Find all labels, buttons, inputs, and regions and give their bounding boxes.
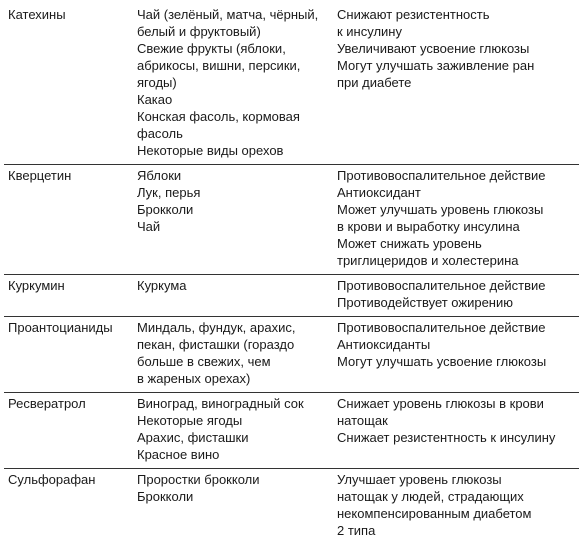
effects-cell: [333, 317, 579, 393]
source-line: ягоды): [137, 74, 329, 91]
effects-cell: [333, 4, 579, 165]
source-line: Арахис, фисташки: [137, 429, 329, 446]
effect-line: натощак у людей, страдающих: [337, 488, 575, 505]
sources-cell: [133, 4, 333, 165]
source-line: больше в свежих, чем: [137, 353, 329, 370]
compound-cell: [4, 317, 133, 393]
source-line: Яблоки: [137, 167, 329, 184]
effect-line: Снижают резистентность: [337, 6, 575, 23]
effect-line: Может снижать уровень: [337, 235, 575, 252]
effect-line: Улучшает уровень глюкозы: [337, 471, 575, 488]
source-line: Брокколи: [137, 488, 329, 505]
sources-cell: [133, 275, 333, 317]
compound-name: Катехины: [8, 6, 129, 23]
effect-line: Могут улучшать усвоение глюкозы: [337, 353, 575, 370]
effect-line: Может улучшать уровень глюкозы: [337, 201, 575, 218]
compound-cell: [4, 393, 133, 469]
effect-line: Противовоспалительное действие: [337, 277, 575, 294]
compound-cell: [4, 4, 133, 165]
source-line: Какао: [137, 91, 329, 108]
source-line: абрикосы, вишни, персики,: [137, 57, 329, 74]
source-line: Лук, перья: [137, 184, 329, 201]
compound-cell: [4, 165, 133, 275]
table-row: [4, 469, 579, 544]
source-line: фасоль: [137, 125, 329, 142]
source-line: Миндаль, фундук, арахис,: [137, 319, 329, 336]
source-line: Чай: [137, 218, 329, 235]
compound-cell: [4, 469, 133, 544]
effect-line: Антиоксидант: [337, 184, 575, 201]
compound-name: Ресвератрол: [8, 395, 129, 412]
effects-cell: [333, 469, 579, 544]
effect-line: Снижает резистентность к инсулину: [337, 429, 575, 446]
source-line: Брокколи: [137, 201, 329, 218]
compound-name: Сульфорафан: [8, 471, 129, 488]
effect-line: Антиоксиданты: [337, 336, 575, 353]
effect-line: в крови и выработку инсулина: [337, 218, 575, 235]
compound-name: Куркумин: [8, 277, 129, 294]
effect-line: при диабете: [337, 74, 575, 91]
effect-line: Противодействует ожирению: [337, 294, 575, 311]
effects-cell: [333, 165, 579, 275]
effect-line: к инсулину: [337, 23, 575, 40]
source-line: белый и фруктовый): [137, 23, 329, 40]
table-row: [4, 4, 579, 165]
source-line: Некоторые виды орехов: [137, 142, 329, 159]
sources-cell: [133, 165, 333, 275]
source-line: Чай (зелёный, матча, чёрный,: [137, 6, 329, 23]
compounds-table: [4, 4, 579, 544]
table-row: [4, 165, 579, 275]
compound-name: Кверцетин: [8, 167, 129, 184]
sources-cell: [133, 469, 333, 544]
source-line: Куркума: [137, 277, 329, 294]
effect-line: натощак: [337, 412, 575, 429]
compound-cell: [4, 275, 133, 317]
table-row: [4, 317, 579, 393]
sources-cell: [133, 393, 333, 469]
source-line: Проростки брокколи: [137, 471, 329, 488]
source-line: в жареных орехах): [137, 370, 329, 387]
compound-name: Проантоцианиды: [8, 319, 129, 336]
effect-line: Увеличивают усвоение глюкозы: [337, 40, 575, 57]
effects-cell: [333, 275, 579, 317]
effect-line: Могут улучшать заживление ран: [337, 57, 575, 74]
sources-cell: [133, 317, 333, 393]
source-line: Виноград, виноградный сок: [137, 395, 329, 412]
effect-line: некомпенсированным диабетом: [337, 505, 575, 522]
source-line: Красное вино: [137, 446, 329, 463]
effect-line: триглицеридов и холестерина: [337, 252, 575, 269]
effect-line: Противовоспалительное действие: [337, 167, 575, 184]
effects-cell: [333, 393, 579, 469]
table-body: [4, 4, 579, 544]
effect-line: Снижает уровень глюкозы в крови: [337, 395, 575, 412]
source-line: пекан, фисташки (гораздо: [137, 336, 329, 353]
effect-line: 2 типа: [337, 522, 575, 539]
source-line: Конская фасоль, кормовая: [137, 108, 329, 125]
effect-line: Противовоспалительное действие: [337, 319, 575, 336]
source-line: Свежие фрукты (яблоки,: [137, 40, 329, 57]
table-row: [4, 275, 579, 317]
table-row: [4, 393, 579, 469]
source-line: Некоторые ягоды: [137, 412, 329, 429]
